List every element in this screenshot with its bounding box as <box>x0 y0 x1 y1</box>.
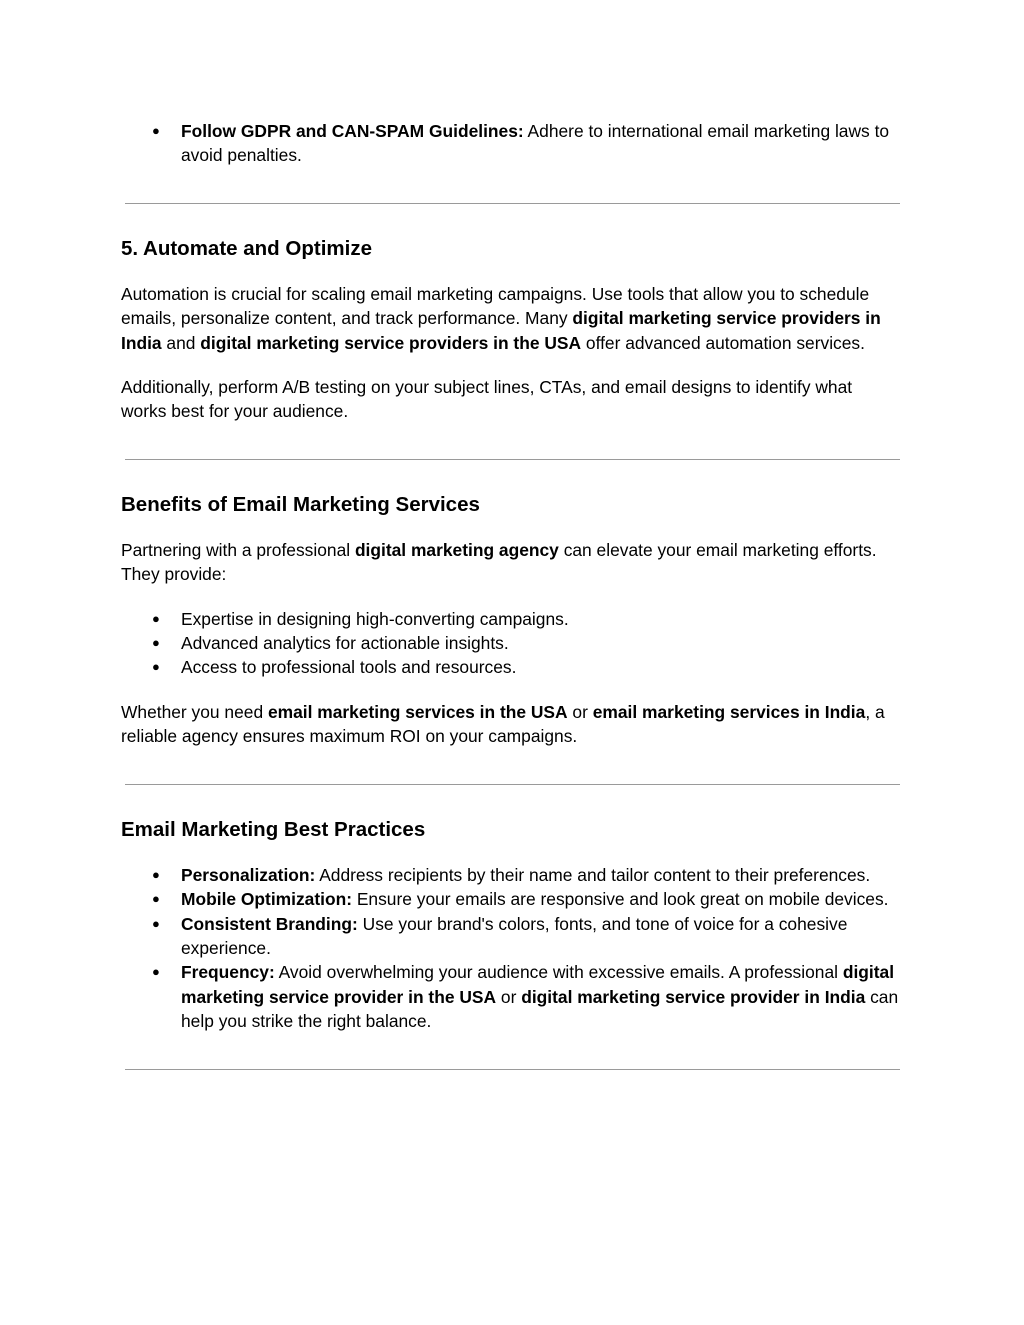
list-item-label: Personalization: <box>181 864 316 885</box>
roi-paragraph <box>121 700 899 749</box>
text-run: offer advanced automation services. <box>581 332 865 353</box>
bold-text: digital marketing agency <box>354 539 559 560</box>
text-run: and <box>161 332 201 353</box>
section-heading-best-practices: Email Marketing Best Practices <box>121 817 426 841</box>
text-run: or <box>496 986 522 1007</box>
document-page <box>121 119 899 1070</box>
bold-text: digital marketing service provider in India <box>521 986 866 1007</box>
list-item-text: Address recipients by their name and tailor content to their preferences. <box>315 864 871 885</box>
text-run: Whether you need <box>121 701 268 722</box>
list-item <box>121 912 899 961</box>
benefits-list <box>121 607 899 680</box>
list-item <box>121 887 899 911</box>
list-item-text: Ensure your emails are responsive and look great on mobile devices. <box>352 889 889 910</box>
bold-text: digital marketing service providers in the USA <box>200 332 582 353</box>
intro-bullet-list <box>121 119 899 168</box>
section-heading-automate: 5. Automate and Optimize <box>121 236 372 260</box>
list-item <box>121 960 899 1033</box>
text-run: Automation is crucial for scaling email marketing campaigns. Use tools that allow you to schedule emails, personalize content, and track performance. Many <box>121 283 870 329</box>
bold-text: digital marketing service providers in India <box>121 308 881 353</box>
text-run: , a reliable agency ensures maximum ROI on your campaigns. <box>121 701 885 747</box>
section-heading-benefits: Benefits of Email Marketing Services <box>121 492 480 516</box>
list-item-text: Use your brand's colors, fonts, and tone of voice for a cohesive experience. <box>181 913 848 958</box>
bold-text: email marketing services in India <box>592 701 866 722</box>
bold-text: email marketing services in the USA <box>267 701 568 722</box>
list-item-text: Adhere to international email marketing laws to avoid penalties. <box>181 121 890 166</box>
automate-paragraph <box>121 282 899 355</box>
list-item-label: Mobile Optimization: <box>181 889 352 910</box>
list-item-label: Frequency: <box>181 962 275 983</box>
list-item: ● Access to professional tools and resources. <box>121 655 899 679</box>
text-run: Avoid overwhelming your audience with excessive emails. A professional <box>274 962 843 983</box>
list-item-label: Follow GDPR and CAN-SPAM Guidelines: <box>181 121 524 141</box>
bold-text: digital marketing service provider in the USA <box>181 962 895 1007</box>
text-run: or <box>567 701 593 722</box>
best-practices-list <box>121 863 899 1034</box>
list-item <box>121 863 899 887</box>
list-item: ● Expertise in designing high-converting campaigns. <box>121 607 899 631</box>
benefits-paragraph <box>121 538 899 587</box>
section-divider <box>125 1069 900 1070</box>
ab-testing-paragraph: Additionally, perform A/B testing on your subject lines, CTAs, and email designs to identify what works best for your audience. <box>121 377 853 422</box>
list-item-label: Consistent Branding: <box>181 913 358 934</box>
text-run: can elevate your email marketing efforts. They provide: <box>121 539 877 585</box>
list-item <box>121 119 899 168</box>
list-item: ● Advanced analytics for actionable insights. <box>121 631 899 655</box>
text-run: can help you strike the right balance. <box>181 986 899 1032</box>
text-run: Partnering with a professional <box>121 539 355 560</box>
